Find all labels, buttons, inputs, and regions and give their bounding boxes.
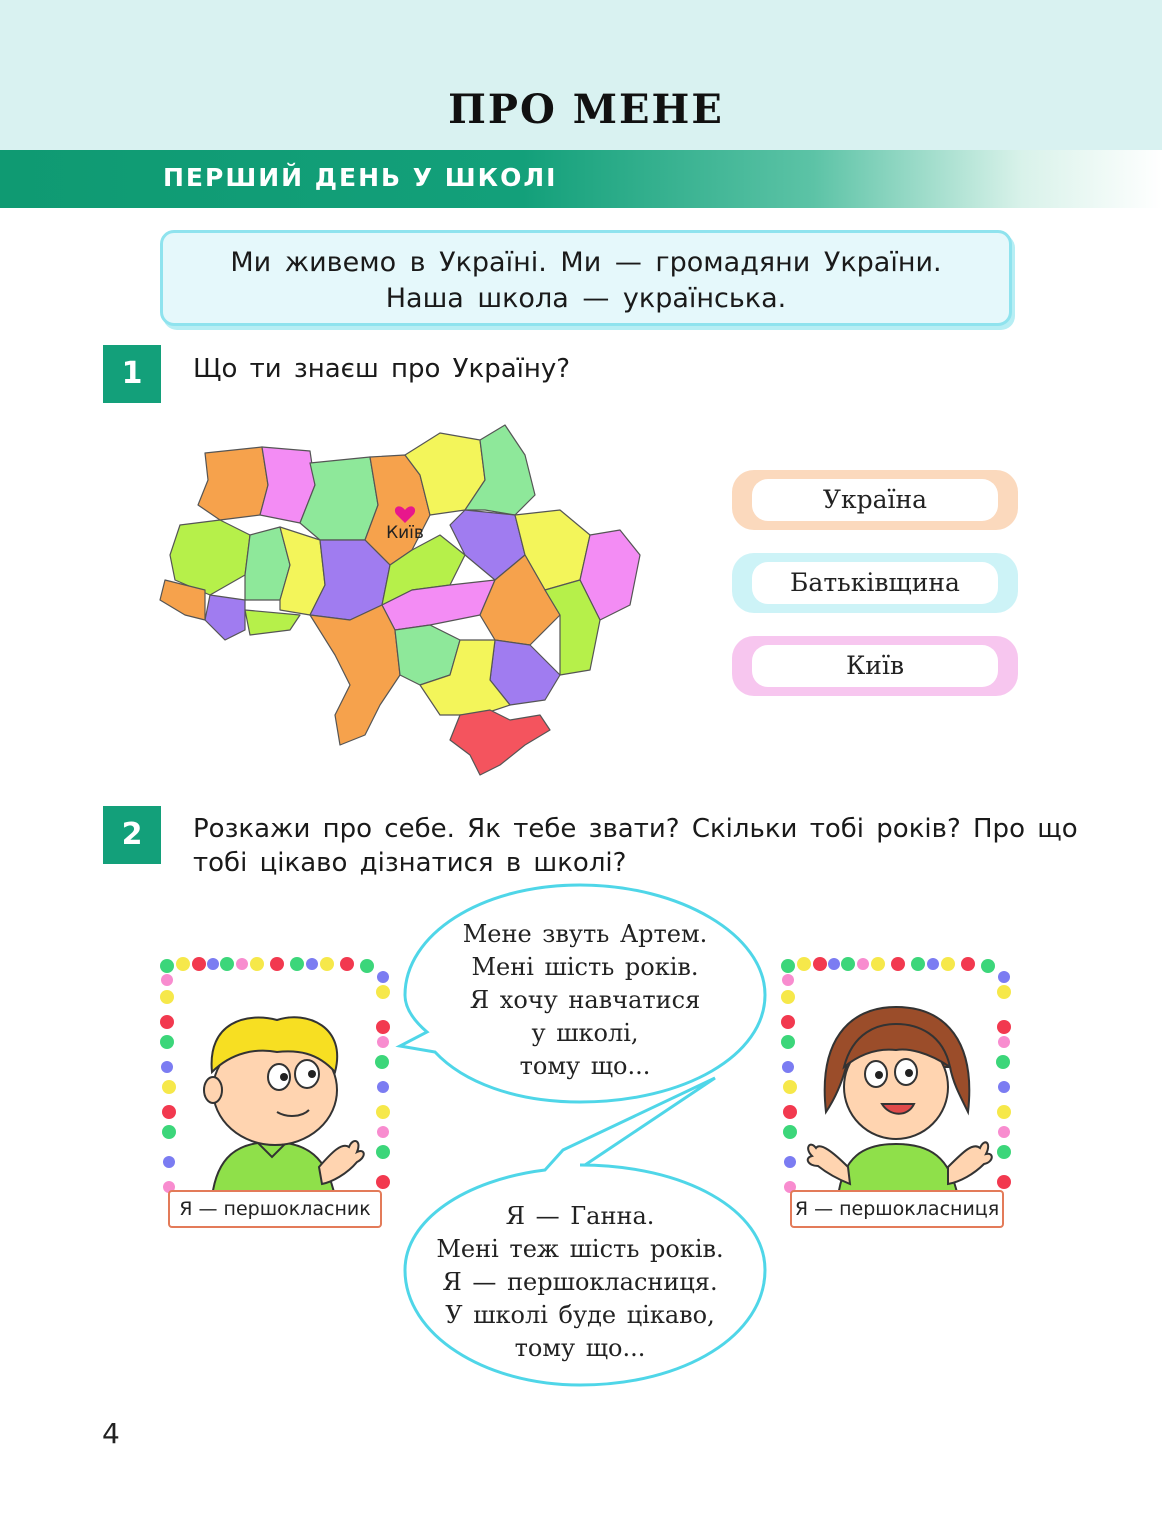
boy-picture-frame <box>157 952 397 1222</box>
bubble-2-line: тому що... <box>514 1334 646 1362</box>
task-number-2: 2 <box>103 806 161 864</box>
bubble-1-text <box>420 918 750 1083</box>
bubble-2-line: Мені теж шість років. <box>436 1235 724 1263</box>
girl-illustration <box>808 1007 992 1197</box>
map-label-kyiv: Київ <box>386 523 424 543</box>
task-1-question: Що ти знаєш про Україну? <box>193 354 571 384</box>
pill-kyiv <box>732 636 1018 696</box>
bubble-1-line: Мені шість років. <box>471 953 699 981</box>
bubble-1-line: Мене звуть Артем. <box>462 920 708 948</box>
bubble-2-text <box>405 1200 755 1365</box>
task-2-question-line-2: тобі цікаво дізнатися в школі? <box>193 848 627 878</box>
bubble-1-line: тому що... <box>519 1052 651 1080</box>
intro-box <box>160 230 1012 326</box>
pill-label-homeland: Батьківщина <box>752 562 998 604</box>
page-title: ПРО МЕНЕ <box>448 86 724 133</box>
ukraine-map <box>150 415 700 785</box>
intro-line-2: Наша школа — українська. <box>385 283 787 314</box>
pill-label-ukraine: Україна <box>752 479 998 521</box>
bubble-2-line: Я — першокласниця. <box>442 1268 718 1296</box>
bubble-2-line: У школі буде цікаво, <box>445 1301 715 1329</box>
task-number-1: 1 <box>103 345 161 403</box>
pill-ukraine <box>732 470 1018 530</box>
pill-homeland <box>732 553 1018 613</box>
pill-label-kyiv: Київ <box>752 645 998 687</box>
boy-caption: Я — першокласник <box>168 1190 382 1228</box>
boy-illustration <box>204 1017 364 1197</box>
bubble-1-line: у школі, <box>531 1019 639 1047</box>
intro-line-1: Ми живемо в Україні. Ми — громадяни України. <box>230 247 942 278</box>
girl-caption: Я — першокласниця <box>790 1190 1004 1228</box>
task-2-question-line-1: Розкажи про себе. Як тебе звати? Скільки тобі років? Про що <box>193 814 1078 844</box>
section-title: ПЕРШИЙ ДЕНЬ У ШКОЛІ <box>163 163 558 192</box>
ukraine-map-image <box>150 415 700 785</box>
page-number: 4 <box>102 1417 120 1450</box>
bubble-1-line: Я хочу навчатися <box>469 986 701 1014</box>
girl-picture-frame <box>778 952 1018 1222</box>
bubble-2-line: Я — Ганна. <box>505 1202 655 1230</box>
